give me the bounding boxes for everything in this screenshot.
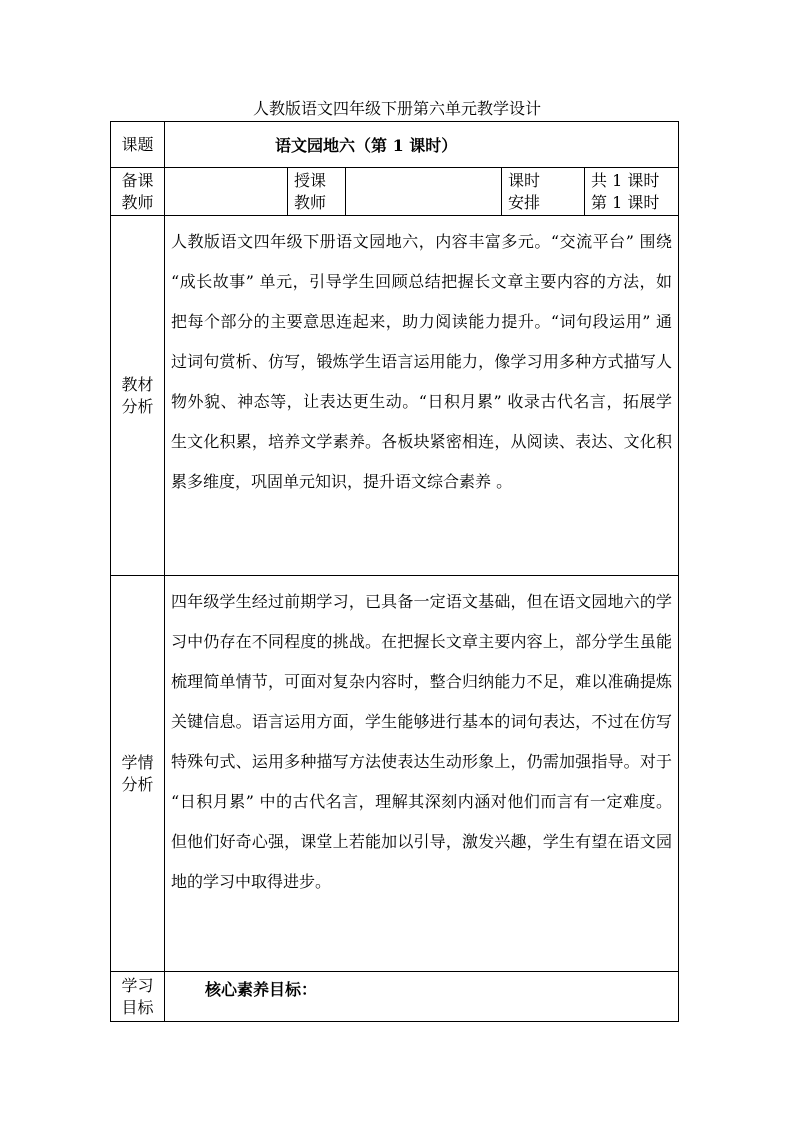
instructor-label: [288, 168, 346, 216]
material-label-line1: 教材: [121, 374, 154, 394]
hours-label: [502, 168, 585, 216]
student-analysis-paragraph: 四年级学生经过前期学习，已具备一定语文基础，但在语文园地六的学习中仍存在不同程度的挑战。在把握长文章主要内容上，部分学生虽能梳理简单情节，可面对复杂内容时，整合归纳能力不足，难以准确提炼关键信息。语言运用方面，学生能够进行基本的词句表达，不过在仿写特殊句式、运用多种描写方法使表达生动形象上，仍需加强指导。对于 “日积月累” 中的古代名言，理解其深刻内涵对他们而言有一定难度。但他们好奇心强，课堂上若能加以引导，激发兴趣，学生有望在语文园地的学习中取得进步。: [171, 592, 672, 891]
student-label-line1: 学情: [121, 752, 154, 772]
instructor-label-line1: 授课: [294, 170, 327, 190]
goal-label-line1: 学习: [121, 975, 154, 995]
material-analysis-text: [165, 216, 679, 576]
student-analysis-text: [165, 576, 679, 972]
goal-row: [111, 972, 679, 1022]
topic-label: 课题: [111, 122, 165, 168]
material-label-line2: 分析: [121, 396, 154, 416]
preparing-teacher-label-line1: 备课: [121, 170, 154, 190]
hours-label-line2: 安排: [508, 192, 541, 212]
student-label-line2: 分析: [121, 774, 154, 794]
preparing-teacher-label-line2: 教师: [121, 192, 154, 212]
hours-value: [585, 168, 679, 216]
hours-label-line1: 课时: [508, 170, 541, 190]
learning-goal-label: [111, 972, 165, 1022]
material-row: [111, 216, 679, 576]
lesson-plan-table: [110, 121, 679, 1022]
preparing-teacher-value: [165, 168, 288, 216]
student-analysis-label: [111, 576, 165, 972]
material-analysis-label: [111, 216, 165, 576]
core-literacy-goal: 核心素养目标：: [165, 972, 679, 1022]
lesson-title: 语文园地六（第 1 课时）: [165, 122, 679, 168]
teacher-row: [111, 168, 679, 216]
material-analysis-paragraph: 人教版语文四年级下册语文园地六，内容丰富多元。“交流平台” 围绕 “成长故事” 单元，引导学生回顾总结把握长文章主要内容的方法，如把每个部分的主要意思连起来，助力阅读能力提升。“词句段运用” 通过词句赏析、仿写，锻炼学生语言运用能力，像学习用多种方式描写人物外貌、神态等，让表达更生动。“日积月累” 收录古代名言，拓展学生文化积累，培养文学素养。各板块紧密相连，从阅读、表达、文化积累多维度，巩固单元知识，提升语文综合素养 。: [171, 232, 672, 491]
goal-label-line2: 目标: [121, 997, 154, 1017]
hours-total: 共 1 课时: [591, 170, 660, 190]
instructor-value: [346, 168, 502, 216]
preparing-teacher-label: [111, 168, 165, 216]
document-title: 人教版语文四年级下册第六单元教学设计: [252, 99, 541, 118]
student-row: [111, 576, 679, 972]
instructor-label-line2: 教师: [294, 192, 327, 212]
hours-current: 第 1 课时: [591, 192, 660, 212]
topic-row: [111, 122, 679, 168]
